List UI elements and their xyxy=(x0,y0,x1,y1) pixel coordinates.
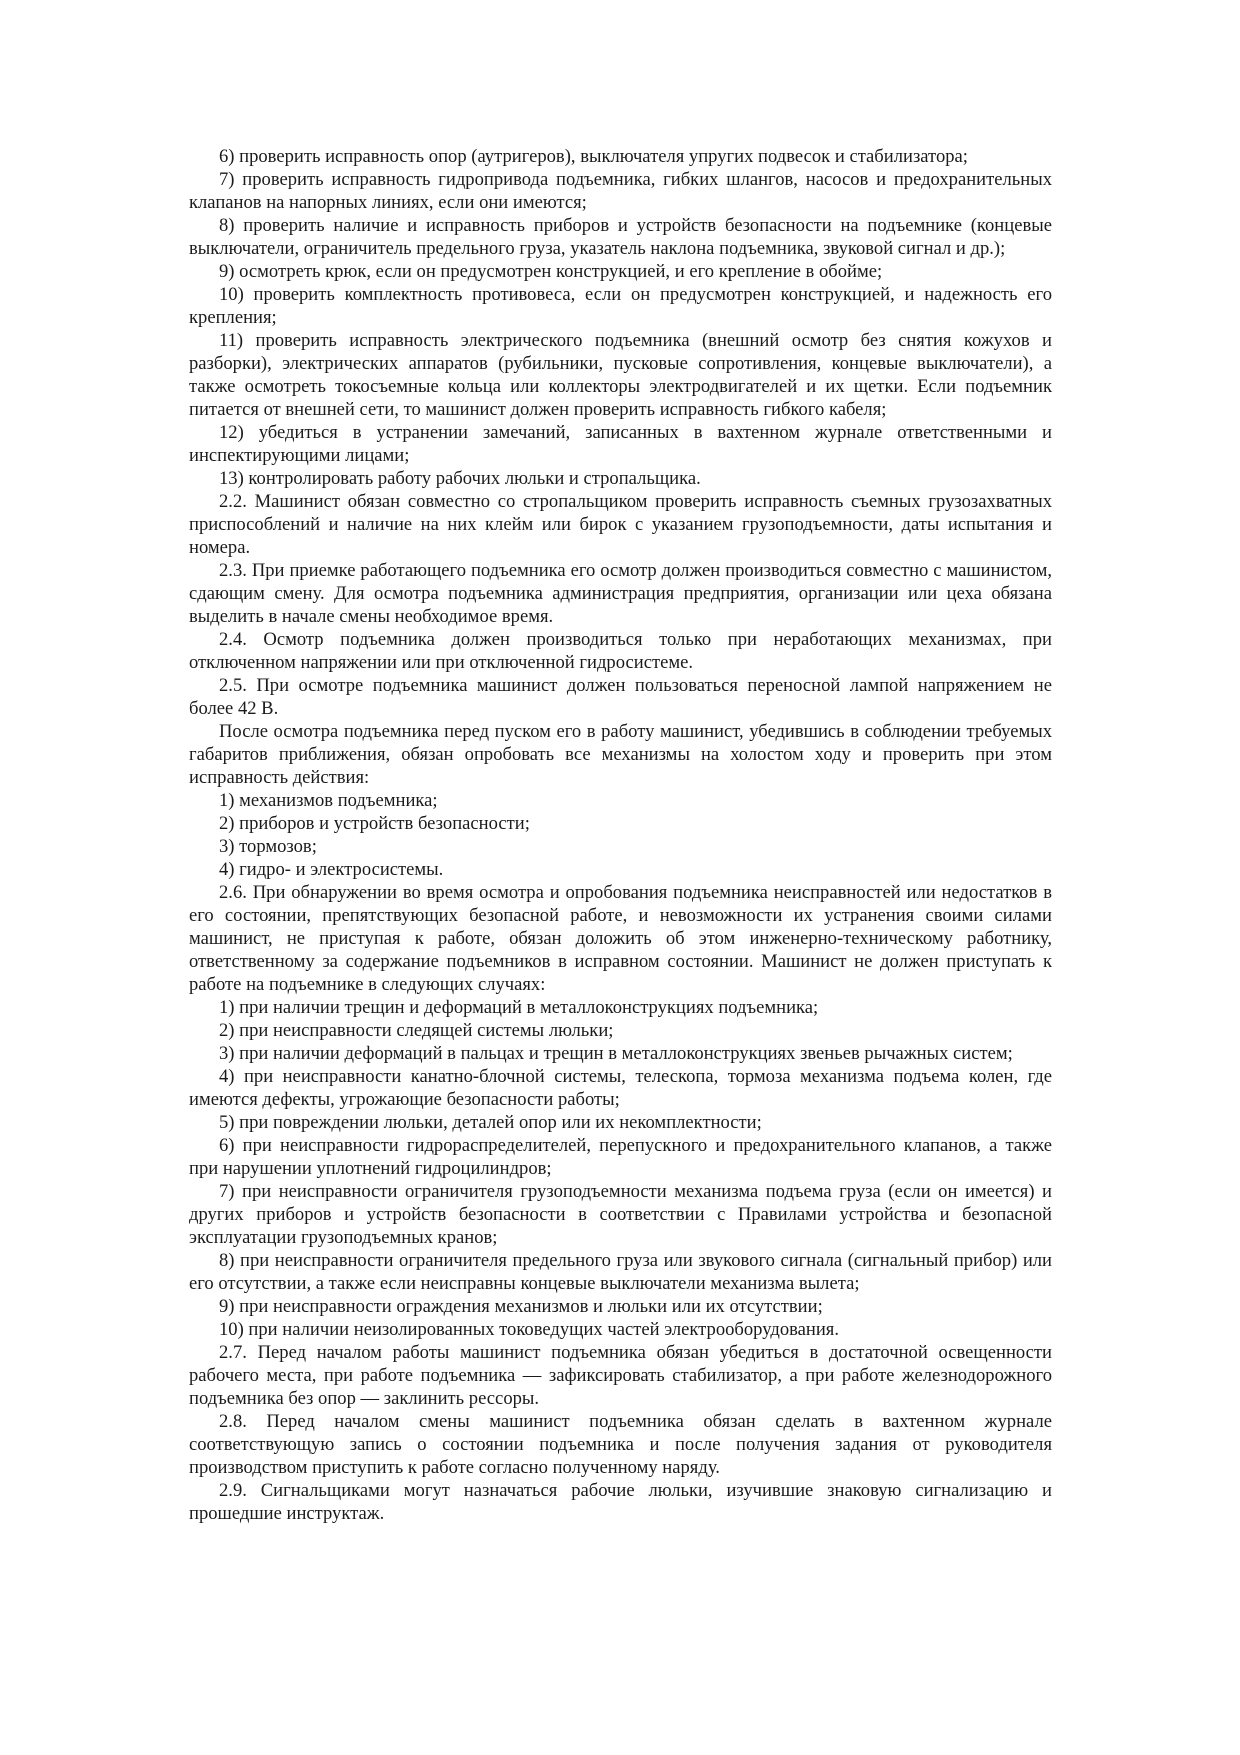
paragraph: 1) при наличии трещин и деформаций в металлоконструкциях подъемника; xyxy=(219,997,819,1018)
paragraph: 8) проверить наличие и исправность приборов и устройств безопасности на подъемнике (концевые выключатели, ограничитель предельного груза, указатель наклона подъемника, звуковой сигнал и др.); xyxy=(189,215,1052,259)
paragraph: 10) проверить комплектность противовеса, если он предусмотрен конструкцией, и надежность его крепления; xyxy=(189,284,1052,328)
paragraph: 2) при неисправности следящей системы люльки; xyxy=(219,1020,614,1041)
paragraph: 4) гидро- и электросистемы. xyxy=(219,859,444,880)
paragraph: 2.7. Перед началом работы машинист подъемника обязан убедиться в достаточной освещенности рабочего места, при работе подъемника — зафиксировать стабилизатор, а при работе железнодорожного подъемника без опор — заклинить рессоры. xyxy=(189,1342,1052,1409)
paragraph: 11) проверить исправность электрического подъемника (внешний осмотр без снятия кожухов и разборки), электрических аппаратов (рубильники, пусковые сопротивления, концевые выключатели), а также осмотреть токосъемные кольца или коллекторы электродвигателей и их щетки. Если подъемник питается от внешней сети, то машинист должен проверить исправность гибкого кабеля; xyxy=(189,330,1052,420)
paragraph: 6) при неисправности гидрораспределителей, перепускного и предохранительного клапанов, а также при нарушении уплотнений гидроцилиндров; xyxy=(189,1135,1052,1179)
paragraph: 2.9. Сигнальщиками могут назначаться рабочие люльки, изучившие знаковую сигнализацию и прошедшие инструктаж. xyxy=(189,1480,1052,1524)
paragraph: 7) проверить исправность гидропривода подъемника, гибких шлангов, насосов и предохранительных клапанов на напорных линиях, если они имеются; xyxy=(189,169,1052,213)
paragraph: 2.5. При осмотре подъемника машинист должен пользоваться переносной лампой напряжением не более 42 В. xyxy=(189,675,1052,719)
paragraph: 1) механизмов подъемника; xyxy=(219,790,438,811)
paragraph: 12) убедиться в устранении замечаний, записанных в вахтенном журнале ответственными и инспектирующими лицами; xyxy=(189,422,1052,466)
paragraph: 3) тормозов; xyxy=(219,836,317,857)
document-page xyxy=(189,145,1052,1525)
paragraph: После осмотра подъемника перед пуском его в работу машинист, убедившись в соблюдении требуемых габаритов приближения, обязан опробовать все механизмы на холостом ходу и проверить при этом исправность действия: xyxy=(189,721,1052,788)
paragraph: 5) при повреждении люльки, деталей опор или их некомплектности; xyxy=(219,1112,762,1133)
paragraph: 6) проверить исправность опор (аутригеров), выключателя упругих подвесок и стабилизатора; xyxy=(219,146,968,167)
paragraph: 10) при наличии неизолированных токоведущих частей электрооборудования. xyxy=(219,1319,840,1340)
paragraph: 2.6. При обнаружении во время осмотра и опробования подъемника неисправностей или недостатков в его состоянии, препятствующих безопасной работе, и невозможности их устранения своими силами машинист, не приступая к работе, обязан доложить об этом инженерно-техническому работнику, ответственному за содержание подъемников в исправном состоянии. Машинист не должен приступать к работе на подъемнике в следующих случаях: xyxy=(189,882,1052,995)
paragraph: 4) при неисправности канатно-блочной системы, телескопа, тормоза механизма подъема колен, где имеются дефекты, угрожающие безопасности работы; xyxy=(189,1066,1052,1110)
paragraph: 13) контролировать работу рабочих люльки и стропальщика. xyxy=(219,468,701,489)
paragraph: 2.3. При приемке работающего подъемника его осмотр должен производиться совместно с машинистом, сдающим смену. Для осмотра подъемника администрация предприятия, организации или цеха обязана выделить в начале смены необходимое время. xyxy=(189,560,1052,627)
paragraph: 7) при неисправности ограничителя грузоподъемности механизма подъема груза (если он имеется) и других приборов и устройств безопасности в соответствии с Правилами устройства и безопасной эксплуатации грузоподъемных кранов; xyxy=(189,1181,1052,1248)
paragraph: 2.4. Осмотр подъемника должен производиться только при неработающих механизмах, при отключенном напряжении или при отключенной гидросистеме. xyxy=(189,629,1052,673)
paragraph: 2.2. Машинист обязан совместно со стропальщиком проверить исправность съемных грузозахватных приспособлений и наличие на них клейм или бирок с указанием грузоподъемности, даты испытания и номера. xyxy=(189,491,1052,558)
paragraph: 2.8. Перед началом смены машинист подъемника обязан сделать в вахтенном журнале соответствующую запись о состоянии подъемника и после получения задания от руководителя производством приступить к работе согласно полученному наряду. xyxy=(189,1411,1052,1478)
paragraph: 3) при наличии деформаций в пальцах и трещин в металлоконструкциях звеньев рычажных систем; xyxy=(219,1043,1013,1064)
paragraph: 9) осмотреть крюк, если он предусмотрен конструкцией, и его крепление в обойме; xyxy=(219,261,883,282)
paragraph: 8) при неисправности ограничителя предельного груза или звукового сигнала (сигнальный прибор) или его отсутствии, а также если неисправны концевые выключатели механизма вылета; xyxy=(189,1250,1052,1294)
paragraph: 2) приборов и устройств безопасности; xyxy=(219,813,530,834)
paragraph: 9) при неисправности ограждения механизмов и люльки или их отсутствии; xyxy=(219,1296,823,1317)
